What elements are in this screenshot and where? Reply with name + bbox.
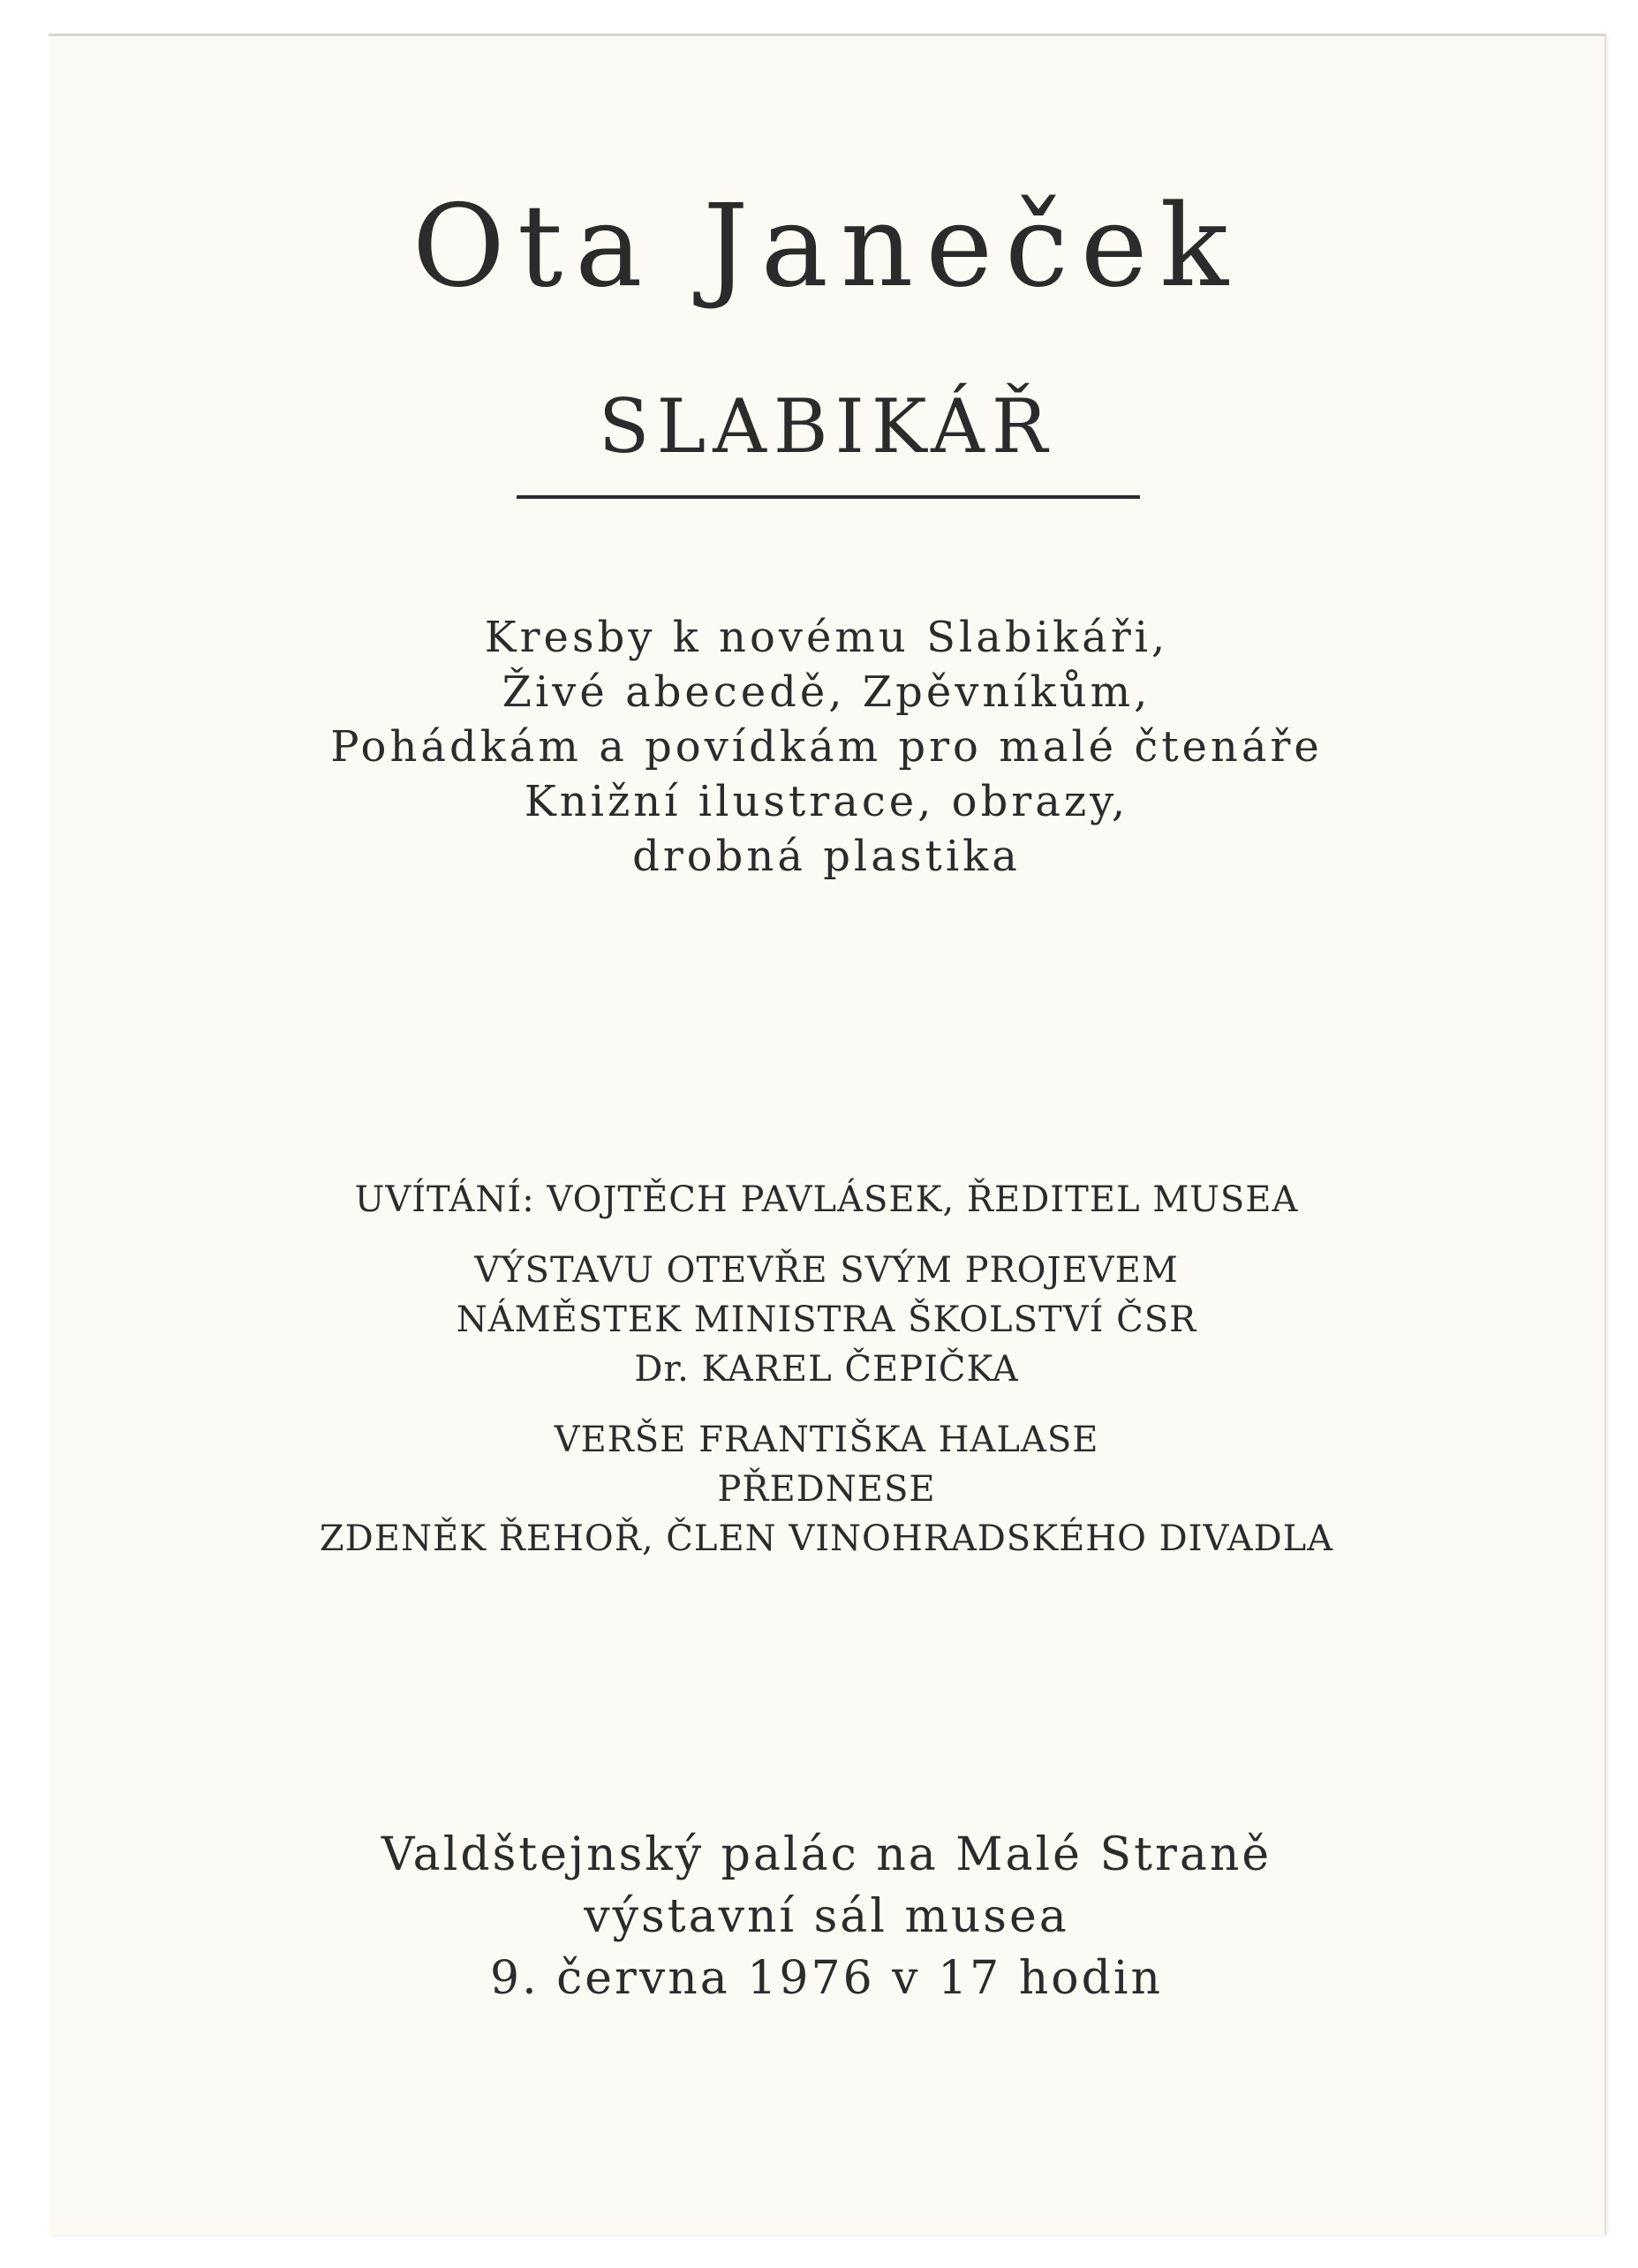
venue-and-date bbox=[49, 1824, 1604, 2009]
program-line: VERŠE FRANTIŠKA HALASE bbox=[554, 1420, 1099, 1460]
program-line: Dr. KAREL ČEPIČKA bbox=[634, 1349, 1019, 1390]
description-line: Knižní ilustrace, obrazy, bbox=[524, 777, 1129, 826]
title-underline bbox=[517, 495, 1140, 499]
program-line: VÝSTAVU OTEVŘE SVÝM PROJEVEM bbox=[474, 1250, 1179, 1291]
description-line: Pohádkám a povídkám pro malé čtenáře bbox=[330, 722, 1323, 772]
program-welcome bbox=[49, 1175, 1604, 1224]
program-verses bbox=[49, 1415, 1604, 1563]
program-line: UVÍTÁNÍ: VOJTĚCH PAVLÁSEK, ŘEDITEL MUSEA bbox=[354, 1179, 1299, 1220]
program-line: NÁMĚSTEK MINISTRA ŠKOLSTVÍ ČSR bbox=[456, 1300, 1197, 1340]
exhibition-title: SLABIKÁŘ bbox=[598, 383, 1055, 470]
description-line: Kresby k novému Slabikáři, bbox=[484, 613, 1169, 662]
exhibition-description bbox=[49, 610, 1604, 884]
description-line: drobná plastika bbox=[632, 832, 1021, 881]
author-name: Ota Janeček bbox=[411, 181, 1242, 313]
venue-line: výstavní sál musea bbox=[584, 1890, 1069, 1943]
venue-line: Valdštejnský palác na Malé Straně bbox=[381, 1828, 1272, 1881]
program-line: ZDENĚK ŘEHOŘ, ČLEN VINOHRADSKÉHO DIVADLA bbox=[319, 1518, 1334, 1559]
program-opening-speech bbox=[49, 1246, 1604, 1394]
invitation-card bbox=[49, 34, 1606, 2234]
description-line: Živé abecedě, Zpěvníkům, bbox=[502, 667, 1151, 717]
date-line: 9. června 1976 v 17 hodin bbox=[490, 1952, 1163, 2005]
program-line: PŘEDNESE bbox=[717, 1469, 936, 1510]
opening-program bbox=[49, 1175, 1604, 1585]
